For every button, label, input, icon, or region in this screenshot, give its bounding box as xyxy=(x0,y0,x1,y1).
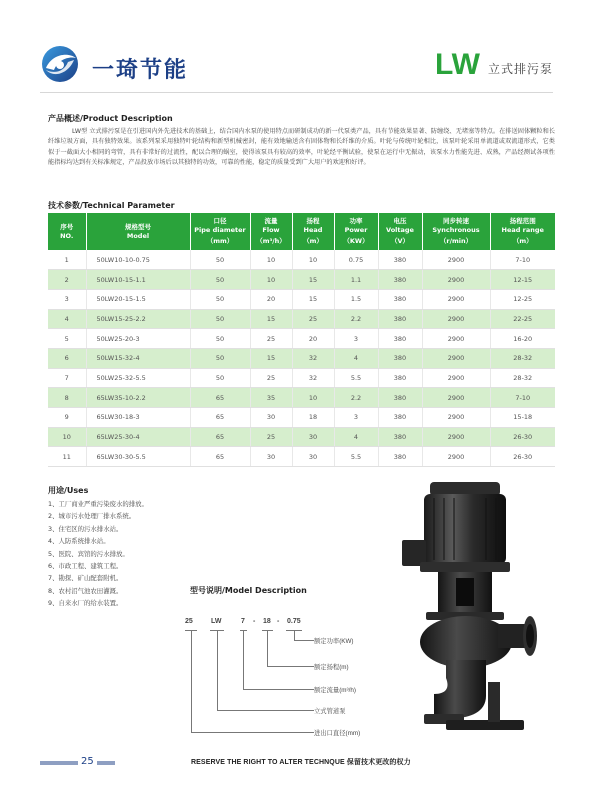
table-cell: 15 xyxy=(292,289,334,309)
uses-title: 用途/Uses xyxy=(48,486,89,495)
code-power: 0.75 xyxy=(287,618,301,625)
table-cell: 0.75 xyxy=(334,250,378,270)
leader-type-v xyxy=(217,630,218,710)
technical-table xyxy=(48,213,555,467)
table-cell: 1 xyxy=(48,250,86,270)
list-item: 3、住宅区的污水排水站。 xyxy=(48,524,123,533)
table-cell: 380 xyxy=(378,270,422,290)
product-title xyxy=(435,50,553,80)
table-header-cell xyxy=(292,213,334,250)
label-inlet-outlet-diameter: 进出口直径(mm) xyxy=(314,730,361,737)
table-header-cell xyxy=(334,213,378,250)
table-row xyxy=(48,447,555,467)
header-unit: （m） xyxy=(303,237,323,245)
table-cell: 10 xyxy=(48,427,86,447)
table-cell: 15 xyxy=(250,309,292,329)
table-cell: 18 xyxy=(292,408,334,428)
table-cell: 5.5 xyxy=(334,447,378,467)
header-en: Flow xyxy=(262,226,280,234)
table-cell: 28-32 xyxy=(490,368,555,388)
model-description-title: 型号说明/Model Description xyxy=(190,586,307,595)
leader-power-h xyxy=(294,640,314,641)
table-cell: 380 xyxy=(378,348,422,368)
table-cell: 1.5 xyxy=(334,289,378,309)
table-cell: 26-30 xyxy=(490,447,555,467)
table-body xyxy=(48,250,555,467)
table-cell: 65 xyxy=(190,427,250,447)
table-cell: 65 xyxy=(190,447,250,467)
table-cell: 2900 xyxy=(422,447,490,467)
header-cn: 规格型号 xyxy=(125,222,151,231)
table-header-cell xyxy=(48,213,86,250)
table-cell: 30 xyxy=(250,408,292,428)
table-cell: 65LW35-10-2.2 xyxy=(86,388,190,408)
table-cell: 380 xyxy=(378,408,422,428)
table-cell: 35 xyxy=(250,388,292,408)
code-dash-1: - xyxy=(253,618,256,625)
table-cell: 2900 xyxy=(422,289,490,309)
table-cell: 4 xyxy=(48,309,86,329)
table-cell: 2900 xyxy=(422,270,490,290)
table-row xyxy=(48,427,555,447)
table-cell: 26-30 xyxy=(490,427,555,447)
table-cell: 32 xyxy=(292,368,334,388)
table-cell: 50LW10-15-1.1 xyxy=(86,270,190,290)
label-vertical-pump: 立式管道泵 xyxy=(314,708,346,715)
table-cell: 2900 xyxy=(422,348,490,368)
technical-title: 技术参数/Technical Parameter xyxy=(48,201,175,210)
table-cell: 50LW15-25-2.2 xyxy=(86,309,190,329)
table-cell: 2900 xyxy=(422,408,490,428)
header-cn: 同步转速 xyxy=(443,217,469,225)
table-cell: 30 xyxy=(292,427,334,447)
table-cell: 380 xyxy=(378,289,422,309)
table-cell: 15-18 xyxy=(490,408,555,428)
table-header-cell xyxy=(490,213,555,250)
header-unit: （m³/h） xyxy=(256,237,286,245)
leader-flow-v xyxy=(243,630,244,689)
uses-list xyxy=(48,498,148,610)
table-row xyxy=(48,348,555,368)
table-cell: 30 xyxy=(250,447,292,467)
header-en: Synchronous xyxy=(432,226,480,234)
table-cell: 50 xyxy=(190,250,250,270)
table-cell: 10 xyxy=(292,388,334,408)
header-divider xyxy=(40,92,553,93)
leader-power-v xyxy=(294,630,295,640)
header-cn: 口径 xyxy=(213,217,227,225)
table-cell: 50LW10-10-0.75 xyxy=(86,250,190,270)
header-en: NO. xyxy=(60,231,74,240)
table-cell: 65LW30-30-5.5 xyxy=(86,447,190,467)
table-cell: 50 xyxy=(190,329,250,349)
table-cell: 7-10 xyxy=(490,388,555,408)
table-cell: 28-32 xyxy=(490,348,555,368)
table-cell: 50 xyxy=(190,270,250,290)
table-cell: 2 xyxy=(48,270,86,290)
header-cn: 电压 xyxy=(393,217,407,225)
table-cell: 1.1 xyxy=(334,270,378,290)
list-item: 6、市政工程、建筑工程。 xyxy=(48,562,123,571)
header-unit: （r/min） xyxy=(439,237,473,245)
table-cell: 380 xyxy=(378,447,422,467)
table-cell: 50LW25-32-5.5 xyxy=(86,368,190,388)
table-cell: 65 xyxy=(190,388,250,408)
table-cell: 7 xyxy=(48,368,86,388)
leader-diameter-v xyxy=(191,630,192,732)
header-cn: 扬程范围 xyxy=(509,217,536,225)
header-cn: 扬程 xyxy=(306,217,320,225)
page-header xyxy=(0,0,593,100)
code-dash-2: - xyxy=(277,618,280,625)
table-cell: 10 xyxy=(292,250,334,270)
table-header-row xyxy=(48,213,555,250)
table-cell: 380 xyxy=(378,368,422,388)
table-cell: 12-15 xyxy=(490,270,555,290)
table-cell: 50 xyxy=(190,348,250,368)
table-cell: 2900 xyxy=(422,368,490,388)
table-row xyxy=(48,289,555,309)
brand-name: 一琦节能 xyxy=(92,58,189,83)
list-item: 7、勘探、矿山配套附机。 xyxy=(48,574,123,583)
table-cell: 380 xyxy=(378,329,422,349)
table-cell: 25 xyxy=(250,427,292,447)
table-cell: 50 xyxy=(190,289,250,309)
table-cell: 4 xyxy=(334,348,378,368)
table-cell: 25 xyxy=(250,329,292,349)
table-cell: 65LW25-30-4 xyxy=(86,427,190,447)
header-en: Model xyxy=(126,231,150,240)
header-unit: （mm） xyxy=(206,237,234,245)
table-header-cell xyxy=(250,213,292,250)
list-item: 8、农村沼气池农田灌溉。 xyxy=(48,586,123,595)
leader-diameter-h xyxy=(191,732,314,733)
header-unit: （V） xyxy=(390,237,410,245)
table-cell: 7-10 xyxy=(490,250,555,270)
table-cell: 3 xyxy=(48,289,86,309)
table-row xyxy=(48,408,555,428)
header-en: Voltage xyxy=(386,226,414,234)
table-cell: 2900 xyxy=(422,388,490,408)
table-cell: 5.5 xyxy=(334,368,378,388)
table-cell: 6 xyxy=(48,348,86,368)
table-cell: 2900 xyxy=(422,309,490,329)
table-header-cell xyxy=(378,213,422,250)
table-cell: 12-25 xyxy=(490,289,555,309)
list-item: 1、工厂商业严重污染废水的排放。 xyxy=(48,500,148,508)
table-cell: 22-25 xyxy=(490,309,555,329)
description-title: 产品概述/Product Description xyxy=(48,114,173,123)
description-text: LW型 立式排污泵是在引进国内外先进技术的基础上，结合国内水泵的使用特点而研制成功的新一代泵类产品，具有节能效果显著、防缠绕、无堵塞等特点。在排送固体颗粒和长纤维垃圾方面，具有独特效果。该系列泵采用独特叶轮结构和新型机械密封，能有效地输送含有固体物和长纤维的介质。叶轮与传统叶轮相比，该泵叶轮采用单流道或双流道形式，它类似于一截面大小相同的弯管，具有非常好的过流性，配以合理的蜗室，使得该泵具有较高的效率，叶轮经平衡试验，使泵在运行中无振动，该泵水力性能先进、成熟，产品经测试各项性能指标均达到有关标准规定，产品投放市场后以其独特的功效，可靠的性能，稳定的质量受到广大用户的欢迎和好评。 xyxy=(48,128,555,166)
model-description-diagram xyxy=(185,610,405,740)
table-cell: 50 xyxy=(190,368,250,388)
header-en: Head xyxy=(303,226,323,234)
label-rated-flow: 额定流量(m³/h) xyxy=(314,687,356,694)
table-cell: 10 xyxy=(250,250,292,270)
code-head: 18 xyxy=(263,618,271,625)
pump-image xyxy=(394,482,544,737)
header-en: Pipe diameter xyxy=(194,226,246,234)
table-header-cell xyxy=(422,213,490,250)
table-header-cell xyxy=(86,213,190,250)
code-diameter: 25 xyxy=(185,618,193,625)
list-item: 9、自来水厂的给水装置。 xyxy=(48,599,123,608)
model-code: LW xyxy=(434,48,480,81)
table-cell: 50LW20-15-1.5 xyxy=(86,289,190,309)
footer-text: RESERVE THE RIGHT TO ALTER TECHNQUE 保留技术更改的权力 xyxy=(191,759,411,766)
table-cell: 20 xyxy=(292,329,334,349)
leader-flow-h xyxy=(243,689,314,690)
table-cell: 65 xyxy=(190,408,250,428)
header-unit: （KW） xyxy=(343,237,369,245)
page-number: 25 xyxy=(78,756,97,767)
table-cell: 15 xyxy=(292,270,334,290)
header-cn: 流量 xyxy=(264,217,278,225)
header-unit: （m） xyxy=(512,237,533,245)
table-cell: 380 xyxy=(378,309,422,329)
code-type: LW xyxy=(211,618,222,625)
table-row xyxy=(48,388,555,408)
table-cell: 15 xyxy=(250,348,292,368)
table-cell: 50 xyxy=(190,309,250,329)
code-flow: 7 xyxy=(241,618,245,625)
table-cell: 25 xyxy=(292,309,334,329)
table-cell: 9 xyxy=(48,408,86,428)
brand-logo-icon xyxy=(38,44,82,84)
leader-head-v xyxy=(267,630,268,666)
model-name: 立式排污泵 xyxy=(487,62,553,76)
table-cell: 65LW30-18-3 xyxy=(86,408,190,428)
table-cell: 8 xyxy=(48,388,86,408)
header-en: Power xyxy=(344,226,368,234)
table-cell: 3 xyxy=(334,329,378,349)
table-header-cell xyxy=(190,213,250,250)
label-rated-power: 额定功率(KW) xyxy=(314,638,354,645)
table-cell: 50LW15-32-4 xyxy=(86,348,190,368)
list-item: 4、人防系统排水站。 xyxy=(48,537,110,546)
table-cell: 380 xyxy=(378,427,422,447)
table-cell: 2900 xyxy=(422,250,490,270)
table-row xyxy=(48,329,555,349)
list-item: 5、医院、宾馆的污水排放。 xyxy=(48,549,129,558)
table-row xyxy=(48,368,555,388)
table-cell: 2900 xyxy=(422,427,490,447)
table-row xyxy=(48,270,555,290)
table-cell: 50LW25-20-3 xyxy=(86,329,190,349)
table-cell: 32 xyxy=(292,348,334,368)
table-cell: 2900 xyxy=(422,329,490,349)
table-row xyxy=(48,250,555,270)
header-en: Head range xyxy=(501,226,544,234)
table-cell: 380 xyxy=(378,388,422,408)
list-item: 2、城市污水处理厂排水系统。 xyxy=(48,512,136,521)
header-cn: 序号 xyxy=(60,222,74,231)
table-cell: 11 xyxy=(48,447,86,467)
table-cell: 5 xyxy=(48,329,86,349)
table-cell: 2.2 xyxy=(334,388,378,408)
table-cell: 20 xyxy=(250,289,292,309)
leader-type-h xyxy=(217,710,314,711)
table-cell: 16-20 xyxy=(490,329,555,349)
table-cell: 4 xyxy=(334,427,378,447)
table-cell: 25 xyxy=(250,368,292,388)
table-cell: 2.2 xyxy=(334,309,378,329)
header-cn: 功率 xyxy=(349,217,363,225)
label-rated-head: 额定扬程(m) xyxy=(314,664,349,671)
table-cell: 380 xyxy=(378,250,422,270)
table-cell: 30 xyxy=(292,447,334,467)
leader-head-h xyxy=(267,666,314,667)
table-cell: 3 xyxy=(334,408,378,428)
table-cell: 10 xyxy=(250,270,292,290)
table-row xyxy=(48,309,555,329)
